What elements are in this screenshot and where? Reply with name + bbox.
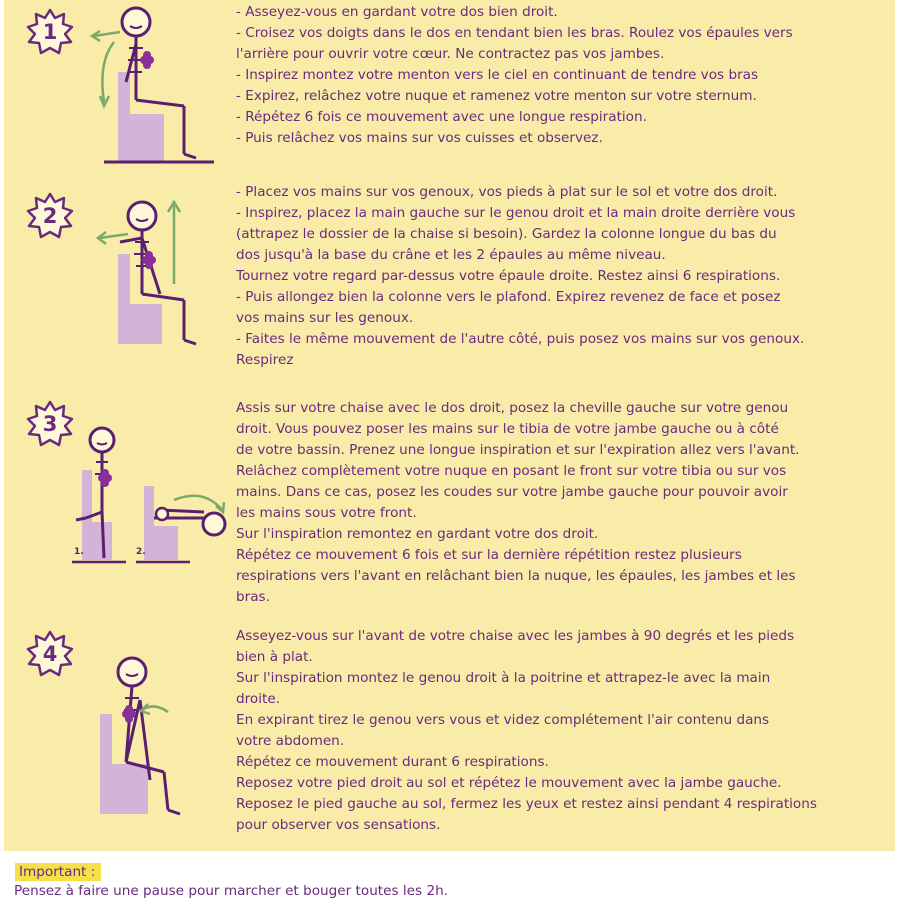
- step-2-number: 2: [42, 204, 58, 228]
- instruction-line: pour observer vos sensations.: [236, 817, 441, 833]
- instruction-line: Sur l'inspiration montez le genou droit à la poitrine et attrapez-le avec la main: [236, 670, 771, 686]
- step-3: [4, 396, 895, 618]
- instruction-line: - Croisez vos doigts dans le dos en tendant bien les bras. Roulez vos épaules vers: [236, 25, 793, 41]
- step-3-illustration: [64, 426, 234, 566]
- instruction-line: - Puis allongez bien la colonne vers le plafond. Expirez revenez de face et posez: [236, 289, 781, 305]
- instruction-line: Relâchez complètement votre nuque en posant le front sur votre tibia ou sur vos: [236, 463, 787, 479]
- instruction-line: droite.: [236, 691, 281, 707]
- instruction-line: - Expirez, relâchez votre nuque et ramenez votre menton sur votre sternum.: [236, 88, 757, 104]
- step-3-instructions: [236, 398, 799, 608]
- instruction-line: Assis sur votre chaise avec le dos droit, posez la cheville gauche sur votre genou: [236, 400, 789, 416]
- step-2: [4, 180, 895, 390]
- figure-label-2: 2.: [136, 547, 146, 557]
- movement-arrow-icon: [174, 496, 222, 510]
- instruction-line: (attrapez le dossier de la chaise si besoin). Gardez la colonne longue du bas du: [236, 226, 777, 242]
- instruction-line: En expirant tirez le genou vers vous et videz complétement l'air contenu dans: [236, 712, 770, 728]
- instruction-line: Asseyez-vous sur l'avant de votre chaise avec les jambes à 90 degrés et les pieds: [236, 628, 795, 644]
- step-1-number: 1: [42, 20, 58, 44]
- instruction-line: - Placez vos mains sur vos genoux, vos pieds à plat sur le sol et votre dos droit.: [236, 184, 778, 200]
- instruction-line: vos mains sur les genoux.: [236, 310, 414, 326]
- instruction-line: de votre bassin. Prenez une longue inspiration et sur l'expiration allez vers l'avant.: [236, 442, 800, 458]
- instruction-line: Reposez le pied gauche au sol, fermez les yeux et restez ainsi pendant 4 respirations: [236, 796, 817, 812]
- instruction-line: - Faites le même mouvement de l'autre côté, puis posez vos mains sur vos genoux.: [236, 331, 805, 347]
- instruction-line: Répétez ce mouvement durant 6 respirations.: [236, 754, 549, 770]
- instruction-line: Tournez votre regard par-dessus votre épaule droite. Restez ainsi 6 respirations.: [236, 268, 781, 284]
- step-4-illustration: [84, 650, 224, 820]
- step-2-badge: [26, 192, 74, 240]
- exercise-panel: [4, 0, 895, 851]
- instruction-line: droit. Vous pouvez poser les mains sur le tibia de votre jambe gauche ou à côté: [236, 421, 779, 437]
- instruction-line: dos jusqu'à la base du crâne et les 2 épaules au même niveau.: [236, 247, 666, 263]
- instruction-line: bien à plat.: [236, 649, 313, 665]
- figure-label-1: 1.: [74, 547, 84, 557]
- step-2-illustration: [84, 194, 224, 354]
- instruction-line: l'arrière pour ouvrir votre cœur. Ne contractez pas vos jambes.: [236, 46, 665, 62]
- instruction-line: Reposez votre pied droit au sol et répétez le mouvement avec la jambe gauche.: [236, 775, 782, 791]
- instruction-line: - Inspirez, placez la main gauche sur le genou droit et la main droite derrière vous: [236, 205, 796, 221]
- step-4-number: 4: [42, 642, 58, 666]
- step-4-instructions: [236, 626, 817, 836]
- instruction-line: - Inspirez montez votre menton vers le ciel en continuant de tendre vos bras: [236, 67, 759, 83]
- instruction-line: les mains sous votre front.: [236, 505, 417, 521]
- instruction-line: - Asseyez-vous en gardant votre dos bien droit.: [236, 4, 558, 20]
- step-2-instructions: [236, 182, 804, 371]
- step-4: [4, 624, 895, 848]
- instruction-line: - Puis relâchez vos mains sur vos cuisses et observez.: [236, 130, 603, 146]
- instruction-line: bras.: [236, 589, 270, 605]
- instruction-line: Sur l'inspiration remontez en gardant votre dos droit.: [236, 526, 599, 542]
- instruction-line: mains. Dans ce cas, posez les coudes sur votre jambe gauche pour pouvoir avoir: [236, 484, 788, 500]
- heart-flower-icon: [140, 51, 154, 69]
- important-note: Pensez à faire une pause pour marcher et bouger toutes les 2h.: [14, 883, 449, 899]
- instruction-line: respirations vers l'avant en relâchant bien la nuque, les épaules, les jambes et les: [236, 568, 796, 584]
- instruction-line: Répétez ce mouvement 6 fois et sur la dernière répétition restez plusieurs: [236, 547, 742, 563]
- step-3-number: 3: [42, 412, 58, 436]
- instruction-line: - Répétez 6 fois ce mouvement avec une longue respiration.: [236, 109, 647, 125]
- movement-arrow-icon: [102, 42, 114, 102]
- step-4-badge: [26, 630, 74, 678]
- important-label: Important :: [15, 863, 101, 881]
- step-1-instructions: [236, 2, 793, 149]
- instruction-line: Respirez: [236, 352, 294, 368]
- step-1-illustration: [84, 2, 224, 170]
- step-1-badge: [26, 8, 74, 56]
- instruction-line: votre abdomen.: [236, 733, 345, 749]
- heart-flower-icon: [98, 469, 112, 487]
- step-1: [4, 0, 895, 180]
